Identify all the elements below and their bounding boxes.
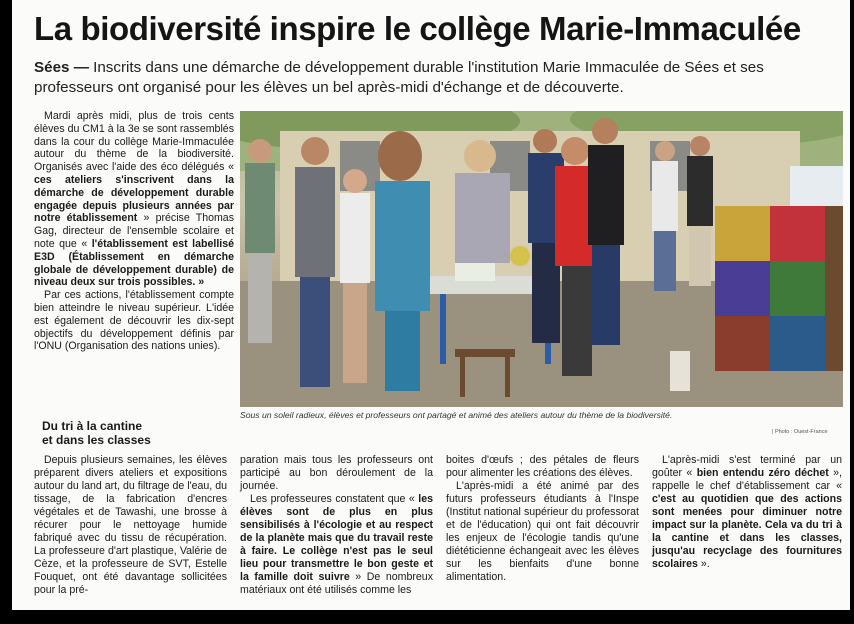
body-quote: les élèves sont de plus en plus sensibilisés à l'écologie et au respect de la planète mais que du travail reste à faire. Le collège n'est pas le seul lieu pour transmettre le bon geste et la famille doit suivre	[240, 493, 433, 583]
person-figure	[245, 139, 275, 343]
intro-quote-2: l'établissement est labellisé E3D (Établissement en démarche globale de développement durable) de niveau deux sur trois possibles. »	[34, 237, 234, 289]
body-quote: bien entendu zéro déchet	[696, 467, 829, 479]
lead-text: Inscrits dans une démarche de développement durable l'institution Marie Immaculée de Sées et ses professeurs ont organisé pour les élèves un bel après-midi d'échange et de découverte.	[34, 59, 764, 96]
intro-quote-1: ces ateliers s'inscrivent dans la démarche de développement durable engagée depuis plusieurs années par notre établissement	[34, 173, 234, 225]
photo-caption: Sous un soleil radieux, élèves et professeurs ont partagé et animé des ateliers autour du thème de la biodiversité.	[240, 410, 673, 420]
body-text: », rappelle le chef d'établissement car «	[652, 467, 842, 492]
body-paragraph: paration mais tous les professeurs ont participé au bon déroulement de la journée.	[240, 454, 433, 492]
body-paragraph: Depuis plusieurs semaines, les élèves préparent divers ateliers et expositions autour du land art, du filtrage de l'eau, du tissage, de la fabrication d'encres végétales et de Tawashi, une brosse à récurer pour le nettoyage humide fabriqué avec du tissu de récupération. La professeure d'art plastique, Valérie de Cèze, et la professeure de SVT, Estelle Fouquet, ont été davantage sollicitées pour la pré-	[34, 454, 227, 596]
schoolyard-illustration	[240, 111, 843, 407]
body-paragraph: L'après-midi a été animé par des futurs professeurs étudiants à l'Inspe (Institut national supérieur du professorat et de l'éducation) qui ont fait découvrir les enjeux de l'écologie tandis qu'une diététicienne échangeait avec les élèves sur les bienfaits d'une bonne alimentation.	[446, 480, 639, 583]
body-quote: c'est au quotidien que des actions sont menées pour diminuer notre impact sur la planète. Cela va du tri à la cantine et dans les classes, jusqu'au recyclage des fournitures scolaires	[652, 493, 842, 570]
body-column-4	[652, 454, 842, 571]
person-figure	[652, 141, 678, 291]
body-paragraph	[652, 454, 842, 571]
section-subhead	[42, 419, 232, 447]
body-text: » De nombreux matériaux ont été utilisés comme les	[240, 571, 433, 596]
intro-paragraph-1	[34, 110, 234, 289]
article-lead	[34, 58, 834, 98]
body-text: Les professeures constatent que «	[250, 493, 419, 505]
photo-credit: | Photo : Ouest-France	[772, 429, 828, 435]
article-headline: La biodiversité inspire le collège Marie-Immaculée	[34, 10, 801, 47]
lead-place: Sées —	[34, 59, 89, 76]
subhead-line-1: Du tri à la cantine	[42, 419, 143, 433]
intro-text-c: » précise Thomas Gag, directeur de l'ensemble scolaire et note que «	[34, 212, 234, 250]
intro-text-a: Mardi après midi, plus de trois cents élèves du CM1 à la 3e se sont rassemblés dans la cour du collège Marie-Immaculée autour du thème de la biodiversité. Organisés avec l'aide des éco délégués «	[34, 110, 234, 174]
body-column-3	[446, 454, 639, 584]
person-figure	[687, 136, 713, 286]
person-figure	[295, 137, 335, 387]
body-text: L'après-midi s'est terminé par un goûter «	[652, 454, 842, 479]
body-paragraph	[240, 493, 433, 597]
person-figure	[588, 118, 624, 345]
body-paragraph: boites d'œufs ; des pétales de fleurs pour alimenter les créations des élèves.	[446, 454, 639, 479]
subhead-line-2: et dans les classes	[42, 433, 151, 447]
intro-paragraph-2: Par ces actions, l'établissement compte bien atteindre le niveau supérieur. L'idée est également de découvrir les dix-sept objectifs du développement définis par l'ONU (Organisation des nations unies).	[34, 289, 234, 353]
body-column-2	[240, 454, 433, 597]
intro-column	[34, 110, 234, 353]
body-column-1	[34, 454, 227, 597]
article-photo	[240, 111, 843, 407]
person-figure	[340, 169, 370, 383]
newspaper-page	[12, 0, 850, 610]
body-text: ».	[697, 558, 710, 570]
